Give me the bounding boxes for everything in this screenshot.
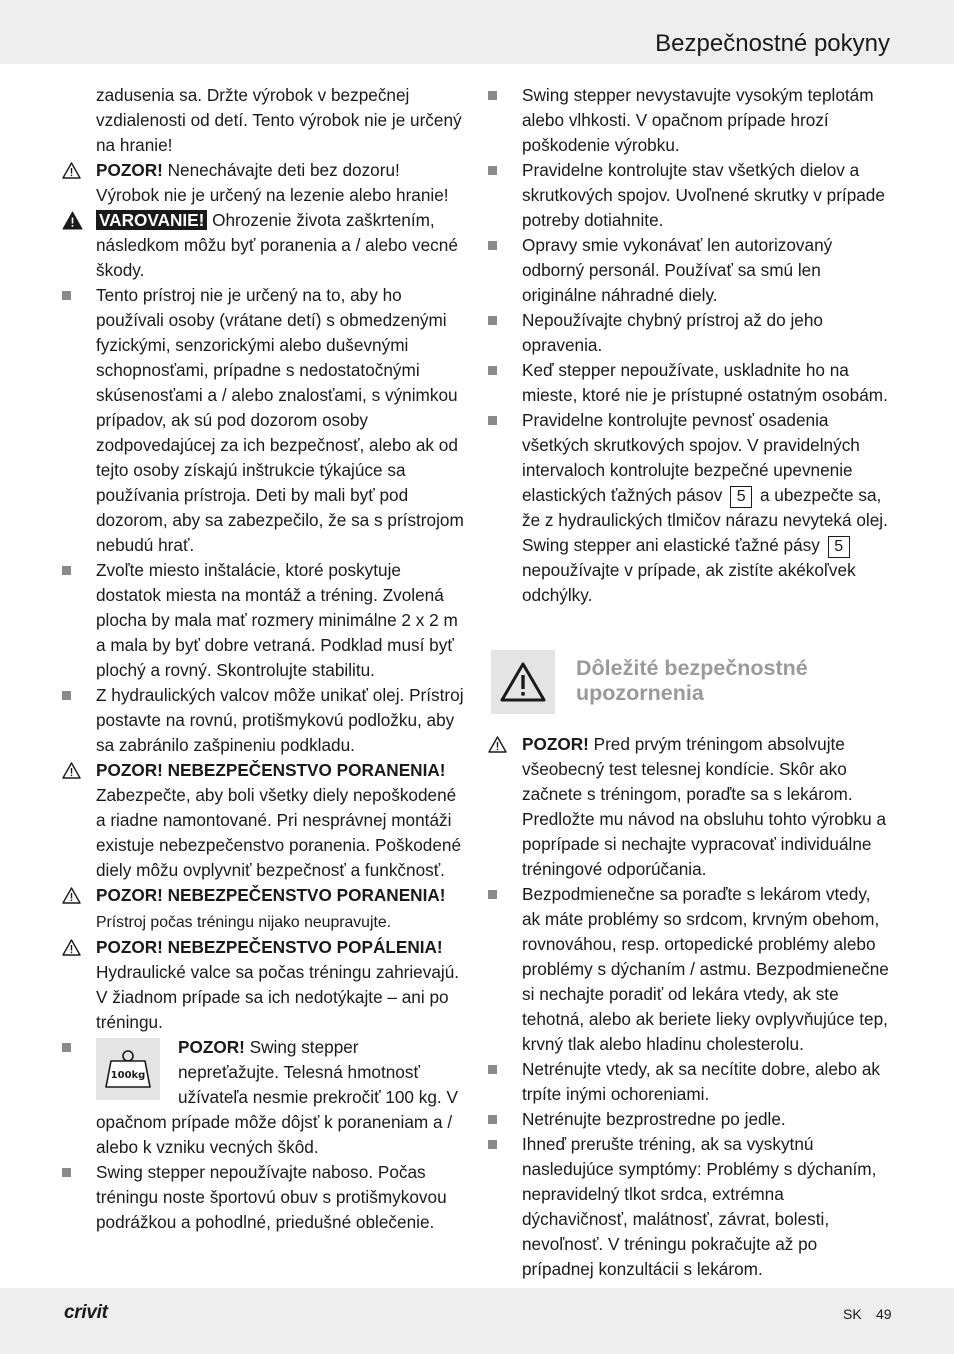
warning-label: POZOR! NEBEZPEČENSTVO POPÁLENIA! (96, 937, 443, 957)
bullet-square-icon (62, 1035, 86, 1060)
bullet-item (522, 233, 892, 308)
bullet-square-icon (62, 283, 86, 308)
bullet-item-weight (96, 1035, 464, 1160)
bullet-item (522, 1107, 892, 1132)
bullet-square-icon (488, 158, 512, 183)
section-heading (491, 650, 892, 714)
bullet-item (522, 308, 892, 358)
bullet-square-icon (488, 1107, 512, 1132)
bullet-item (96, 683, 464, 758)
bullet-text-part: nepoužívajte v prípade, ak zistíte akékoľvek odchýlky. (522, 560, 856, 605)
warning-filled-triangle-icon (62, 208, 86, 233)
bullet-item (96, 1160, 464, 1235)
warning-text: Zabezpečte, aby boli všetky diely nepoškodené a riadne namontované. Pri nesprávnej montáži existuje nebezpečenstvo poranenia. Poškodené diely môžu ovplyvniť bezpečnosť a funkčnosť. (96, 785, 462, 880)
bullet-item (522, 1057, 892, 1107)
warning-label: POZOR! NEBEZPEČENSTVO PORANENIA! (96, 885, 446, 905)
bullet-square-icon (488, 882, 512, 907)
pozor-text: Nenechávajte deti bez dozoru! Výrobok nie je určený na lezenie alebo hranie! (96, 160, 449, 205)
bullet-square-icon (488, 358, 512, 383)
varovanie-badge: VAROVANIE! (96, 210, 207, 230)
warning-varovanie (96, 208, 464, 283)
warning-triangle-icon (488, 732, 512, 757)
bullet-text: Swing stepper nepoužívajte naboso. Počas tréningu noste športovú obuv s protišmykovou podrážkou a pohodlné, priedušné oblečenie. (96, 1162, 447, 1232)
page-number: 49 (876, 1306, 892, 1322)
pozor-label: POZOR! (96, 160, 163, 180)
warning-text: Prístroj počas tréningu nijako neupravujte. (96, 914, 392, 931)
warning-pozor-children (96, 158, 464, 208)
bullet-item (522, 158, 892, 233)
warning-pozor-fitness (522, 732, 892, 882)
warning-injury (96, 758, 464, 883)
warning-text: Hydraulické valce sa počas tréningu zahrievajú. V žiadnom prípade sa ich nedotýkajte – ani po tréningu. (96, 962, 460, 1032)
warning-large-triangle-icon (491, 650, 555, 714)
bullet-square-icon (62, 1160, 86, 1185)
right-column (522, 83, 892, 1282)
bullet-text: Pravidelne kontrolujte stav všetkých dielov a skrutkových spojov. Uvoľnené skrutky v prípade potreby dotiahnite. (522, 160, 885, 230)
part-reference: 5 (828, 536, 850, 558)
bullet-item (96, 558, 464, 683)
language-code: SK (843, 1306, 862, 1322)
bullet-text: Nepoužívajte chybný prístroj až do jeho opravenia. (522, 310, 823, 355)
varovanie-text: Ohrozenie života zaškrtením, následkom môžu byť poranenia a / alebo vecné škody. (96, 210, 458, 280)
bullet-square-icon (488, 233, 512, 258)
weight-icon-label: 100kg (110, 1070, 146, 1081)
warning-burn (96, 935, 464, 1035)
bullet-text: Swing stepper nepreťažujte. Telesná hmotnosť užívateľa nesmie prekročiť 100 kg. V opačnom prípade môže dôjsť k poraneniam a / alebo k vzniku vecných škôd. (96, 1037, 458, 1157)
warning-triangle-icon (62, 158, 86, 183)
bullet-text: Netrénujte bezprostredne po jedle. (522, 1109, 786, 1129)
bullet-text-part: Pravidelne kontrolujte pevnosť osadenia všetkých skrutkových spojov. V pravidelných intervaloch kontrolujte bezpečné upevnenie elastických ťažných pásov (522, 410, 860, 505)
bullet-square-icon (488, 308, 512, 333)
warning-label: POZOR! NEBEZPEČENSTVO PORANENIA! (96, 760, 446, 780)
pozor-text: Pred prvým tréningom absolvujte všeobecný test telesnej kondície. Skôr ako začnete s tréningom, poraďte sa s lekárom. Predložte mu návod na obsluhu tohto výrobku a poprípade si nechajte vypracovať individuálne tréningové odporúčania. (522, 734, 887, 879)
bullet-square-icon (488, 83, 512, 108)
bullet-text: Swing stepper nevystavujte vysokým teplotám alebo vlhkosti. V opačnom prípade hrozí poškodenie výrobku. (522, 85, 874, 155)
section-title-line: upozornenia (576, 681, 704, 705)
page-title: Bezpečnostné pokyny (655, 30, 890, 57)
bullet-text: Tento prístroj nie je určený na to, aby ho používali osoby (vrátane detí) s obmedzenými fyzickými, senzorickými alebo duševnými schopnosťami, prípadne s nedostatočnými skúsenosťami a / alebo znalosťami, s výnimkou prípadov, ak sú pod dozorom osoby zodpovedajúcej za ich bezpečnosť, alebo ak od tejto osoby získajú inštrukcie týkajúce sa používania prístroja. Deti by mali byť pod dozorom, aby sa zabezpečilo, že sa s prístrojom nebudú hrať. (96, 285, 464, 555)
bullet-text: Bezpodmienečne sa poraďte s lekárom vtedy, ak máte problémy so srdcom, krvným obehom, rovnováhou, resp. ortopedické problémy alebo problémy s dýchaním / astmu. Bezpodmienečne si nechajte poradiť od lekára vtedy, ak ste tehotná, alebo ak beriete lieky ovplyvňujúce tep, krvný tlak alebo hladinu cholesterolu. (522, 884, 889, 1054)
section-title-line: Dôležité bezpečnostné (576, 656, 808, 680)
bullet-item (522, 358, 892, 408)
bullet-text: Zvoľte miesto inštalácie, ktoré poskytuje dostatok miesta na montáž a tréning. Zvolená plocha by mala mať rozmery minimálne 2 x 2 m a mala by byť dobre vetraná. Podklad musí byť plochý a rovný. Skontrolujte stabilitu. (96, 560, 458, 680)
bullet-item (96, 283, 464, 558)
bullet-item (522, 1132, 892, 1282)
warning-triangle-icon (62, 883, 86, 908)
bullet-item (522, 882, 892, 1057)
section-title (576, 656, 808, 706)
bullet-square-icon (488, 408, 512, 433)
bullet-text: Z hydraulických valcov môže unikať olej. Prístroj postavte na rovnú, protišmykovú podložku, aby sa zabránilo zašpineniu podkladu. (96, 685, 464, 755)
bullet-text: Netrénujte vtedy, ak sa necítite dobre, alebo ak trpíte inými ochoreniami. (522, 1059, 880, 1104)
warning-triangle-icon (62, 758, 86, 783)
brand-logo: crivit (64, 1302, 108, 1323)
warning-triangle-icon (62, 935, 86, 960)
bullet-text-part: a ubezpečte sa, že z hydraulických tlmičov nárazu nevyteká olej. Swing stepper ani elastické ťažné pásy (522, 485, 888, 555)
bullet-item (522, 83, 892, 158)
bullet-text: Keď stepper nepoužívate, uskladnite ho na mieste, ktoré nie je prístupné ostatným osobám. (522, 360, 888, 405)
footer-band (0, 1288, 954, 1354)
part-reference: 5 (730, 486, 752, 508)
pozor-label: POZOR! (522, 734, 589, 754)
warning-injury (96, 883, 464, 935)
bullet-square-icon (488, 1132, 512, 1157)
bullet-text: Opravy smie vykonávať len autorizovaný odborný personál. Používať sa smú len originálne náhradné diely. (522, 235, 833, 305)
pozor-label: POZOR! (178, 1037, 245, 1057)
intro-paragraph (96, 83, 464, 158)
bullet-square-icon (62, 558, 86, 583)
weight-100kg-icon (96, 1038, 160, 1100)
intro-text: zadusenia sa. Držte výrobok v bezpečnej vzdialenosti od detí. Tento výrobok nie je určený na hranie! (96, 85, 462, 155)
left-column (96, 83, 464, 1235)
bullet-square-icon (488, 1057, 512, 1082)
bullet-item (522, 408, 892, 608)
bullet-text: Ihneď prerušte tréning, ak sa vyskytnú nasledujúce symptómy: Problémy s dýchaním, nepravidelný tlkot srdca, extrémna dýchavičnosť, malátnosť, závrat, bolesti, nevoľnosť. V tréningu pokračujte až po prípadnej konzultácii s lekárom. (522, 1134, 877, 1279)
bullet-square-icon (62, 683, 86, 708)
